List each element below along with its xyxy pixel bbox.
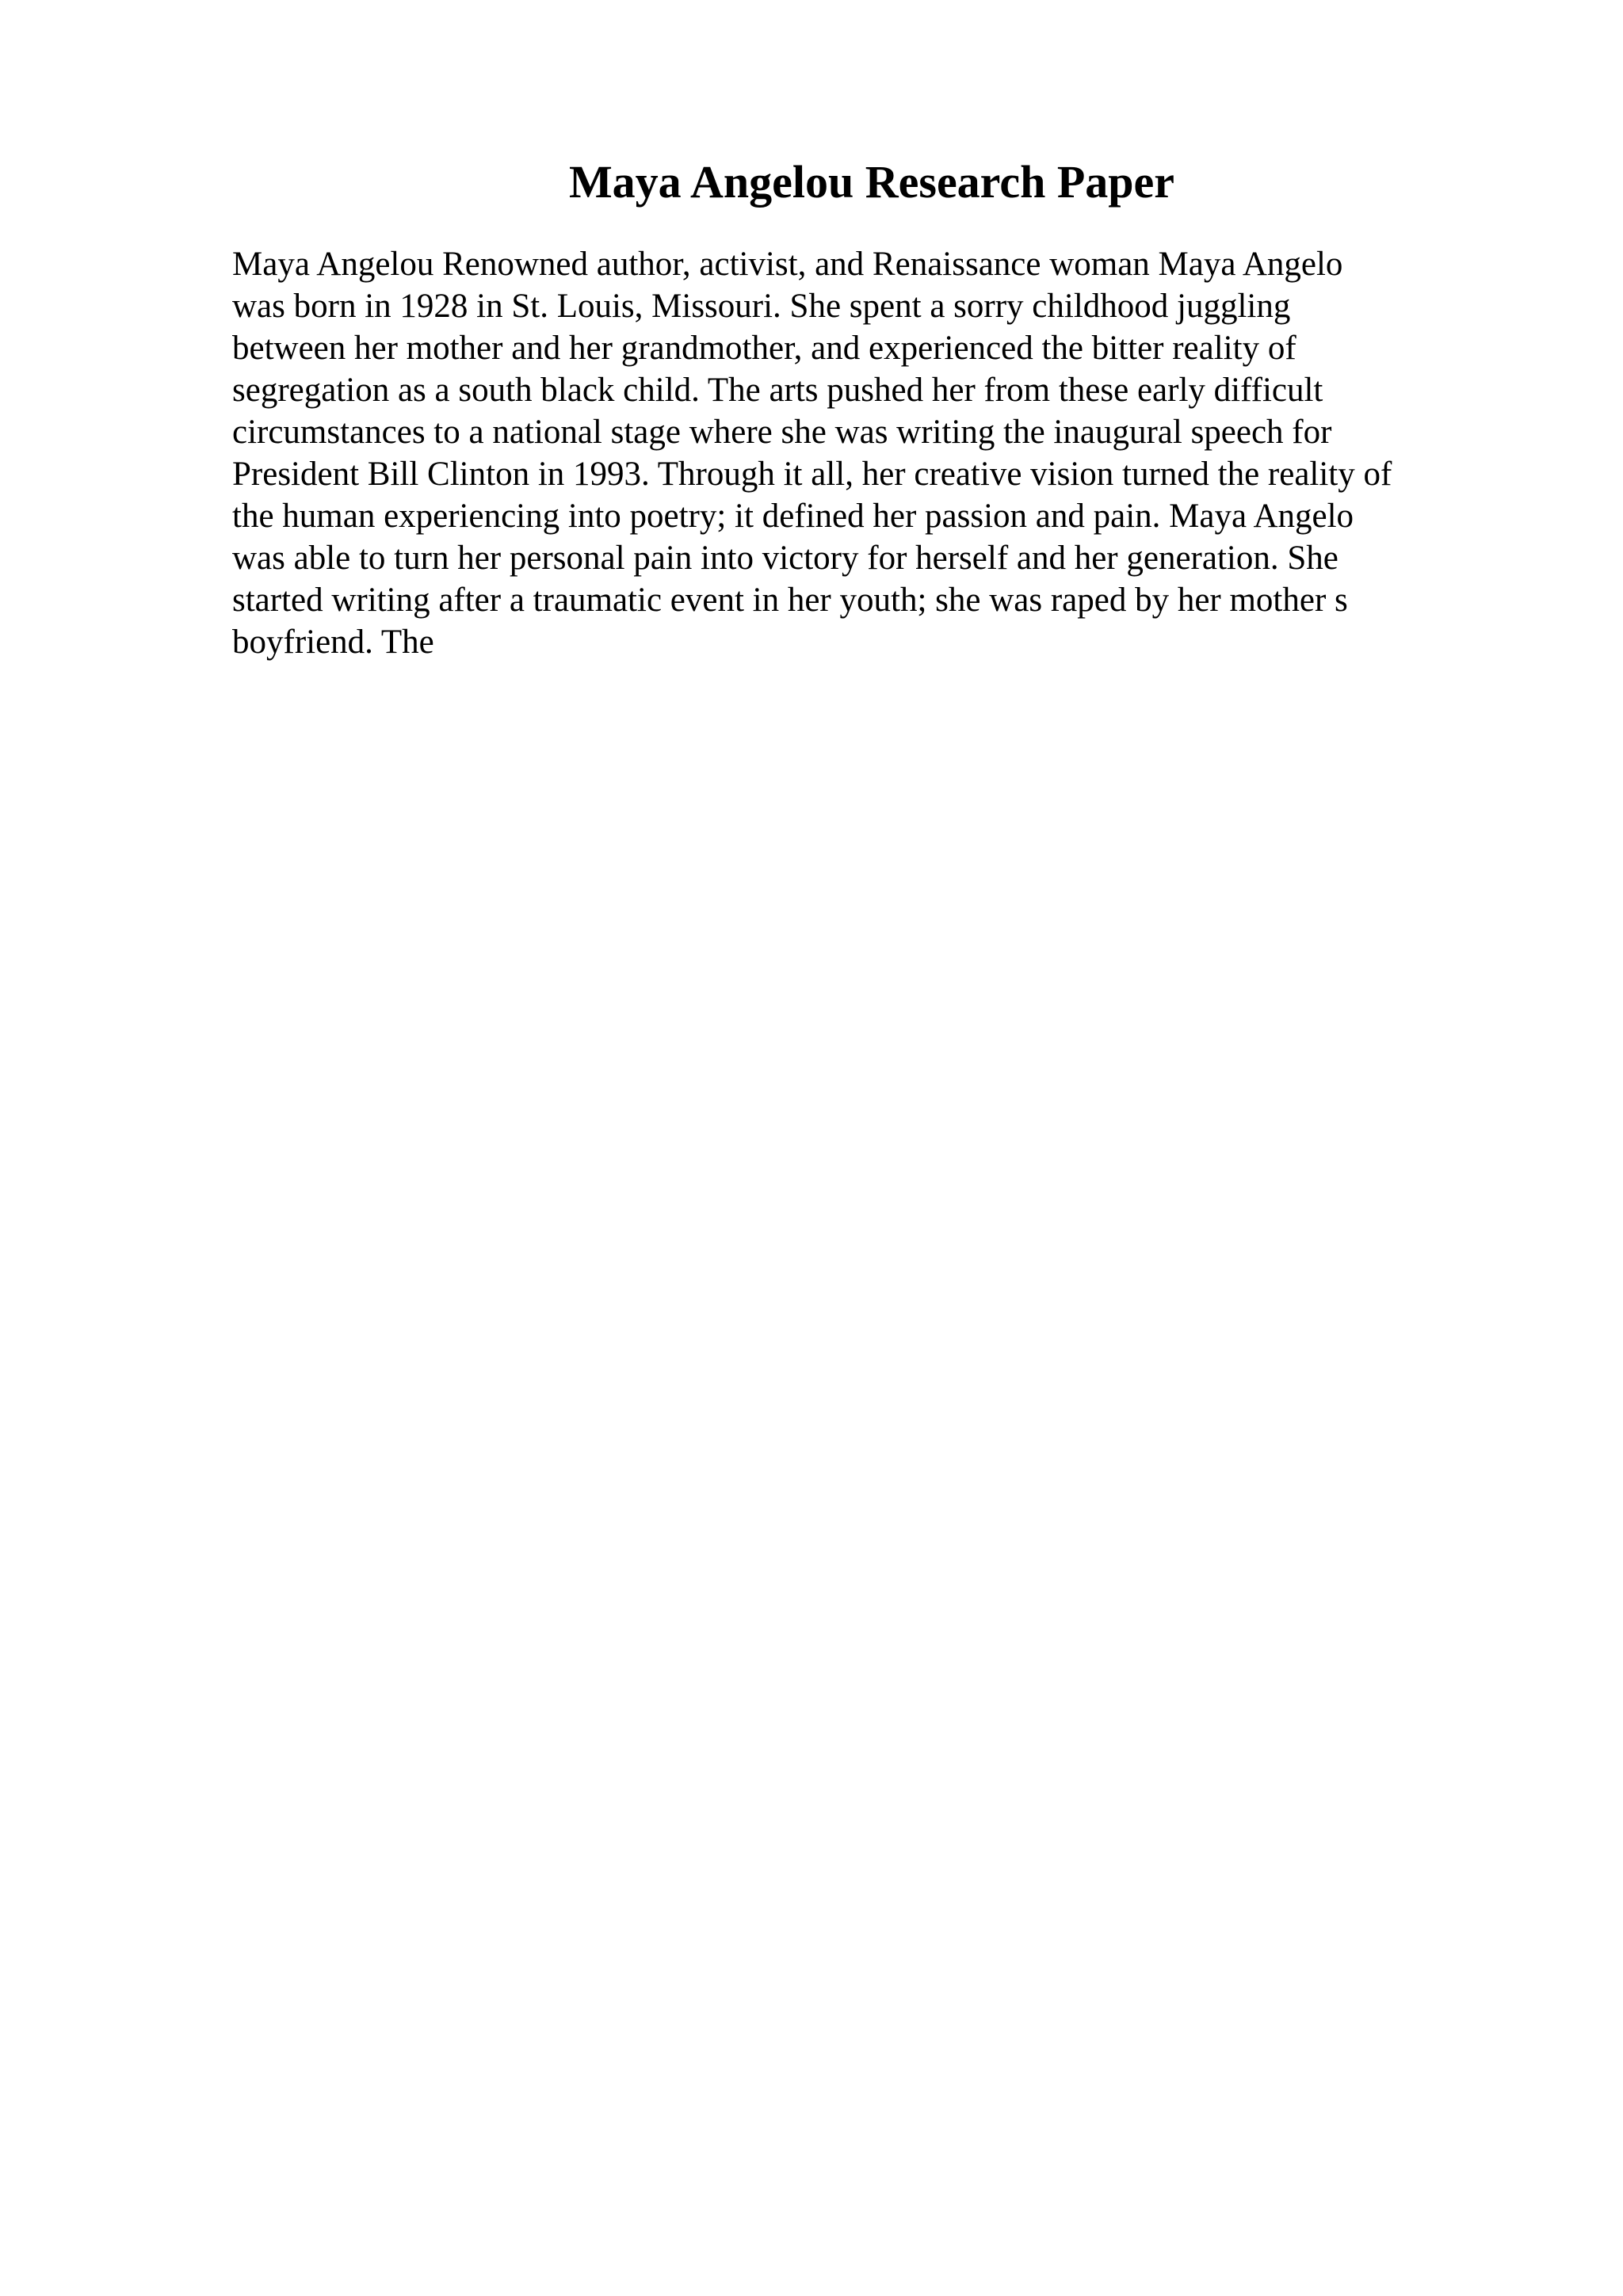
paragraph-line: was able to turn her personal pain into victory for herself and her generation. She bbox=[232, 540, 1338, 577]
paragraph-line: was born in 1928 in St. Louis, Missouri. She spent a sorry childhood juggling bbox=[232, 288, 1291, 325]
paragraph-line: boyfriend. The bbox=[232, 624, 434, 661]
page-title: Maya Angelou Research Paper bbox=[568, 156, 1175, 208]
paragraph-line: the human experiencing into poetry; it defined her passion and pain. Maya Angelo bbox=[232, 498, 1354, 535]
body-paragraph bbox=[232, 243, 1516, 663]
paragraph-line: circumstances to a national stage where she was writing the inaugural speech for bbox=[232, 414, 1332, 451]
paragraph-line: segregation as a south black child. The arts pushed her from these early difficult bbox=[232, 372, 1323, 409]
paragraph-line: Maya Angelou Renowned author, activist, and Renaissance woman Maya Angelo bbox=[232, 246, 1343, 283]
paragraph-line: started writing after a traumatic event in her youth; she was raped by her mother s bbox=[232, 582, 1348, 619]
paragraph-line: between her mother and her grandmother, and experienced the bitter reality of bbox=[232, 330, 1296, 367]
paragraph-line: President Bill Clinton in 1993. Through it all, her creative vision turned the reality of bbox=[232, 456, 1392, 493]
